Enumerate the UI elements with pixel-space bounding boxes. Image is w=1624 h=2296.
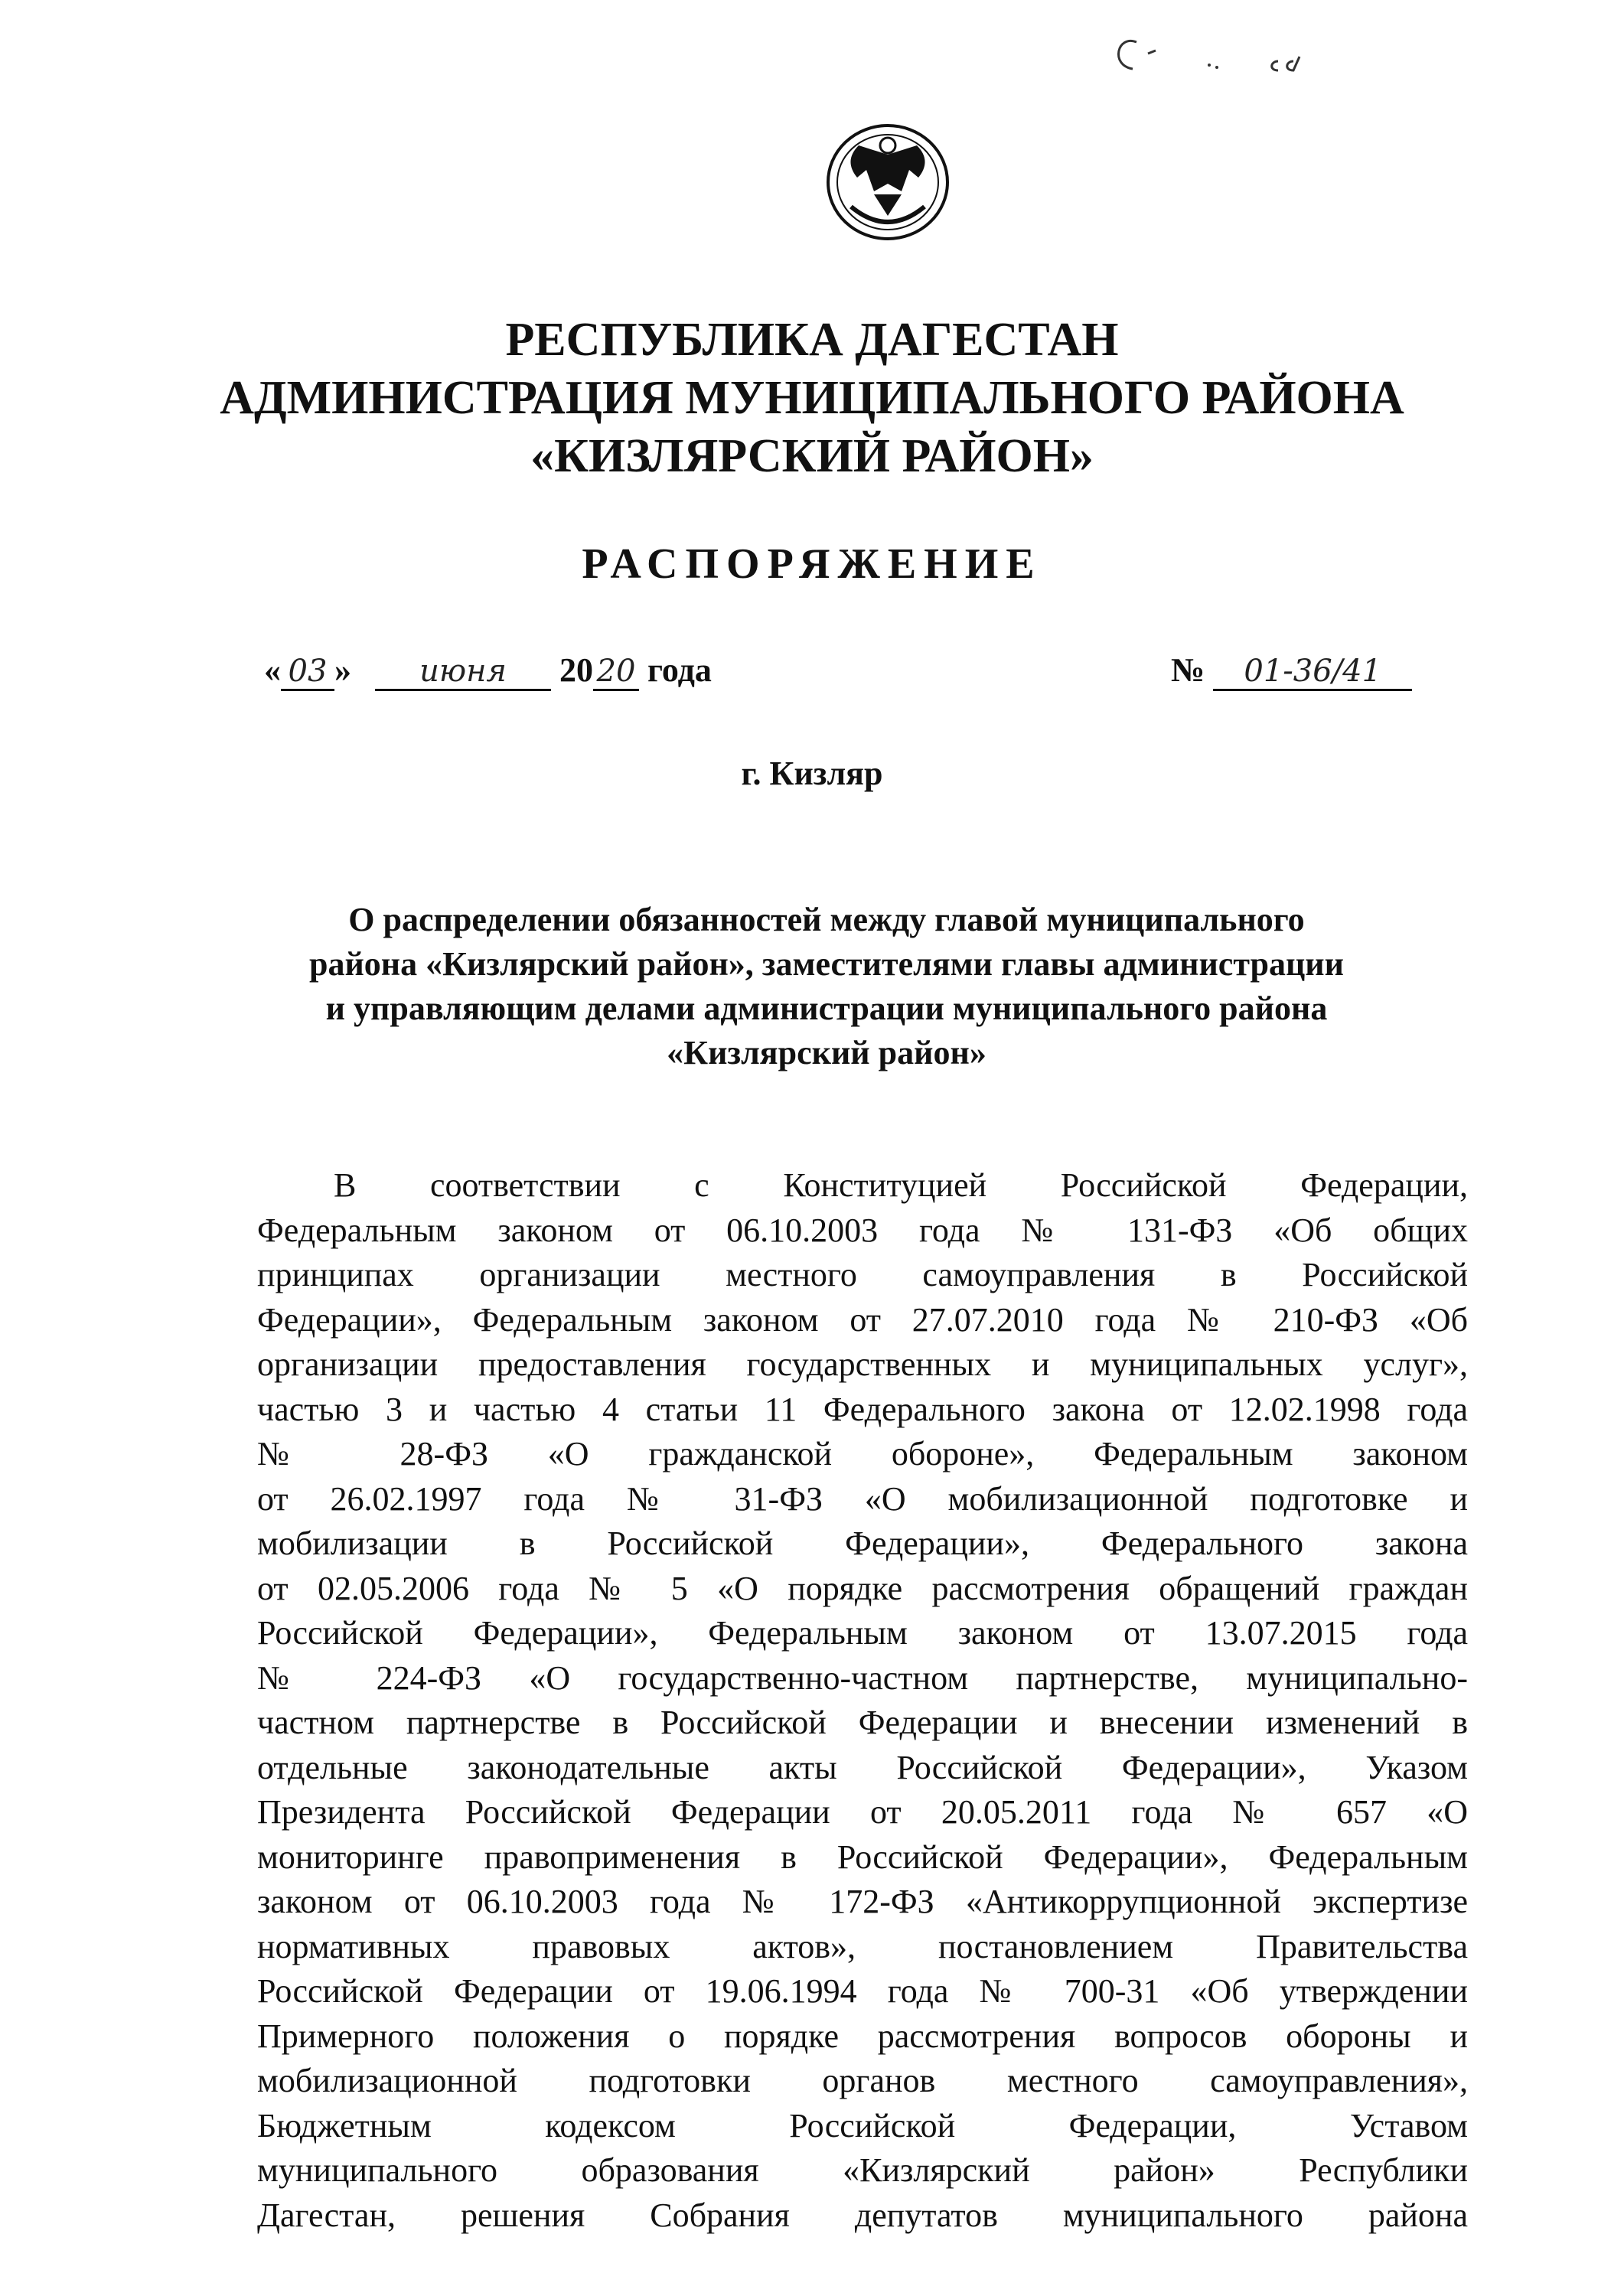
body-line: мониторинге правоприменения в Российской Федерации», Федеральным [257,1838,1468,1876]
document-type-title: РАСПОРЯЖЕНИЕ [582,540,1042,588]
body-line: Российской Федерации», Федеральным законом от 13.07.2015 года [257,1614,1468,1652]
document-subject [230,898,1423,1075]
subject-line: района «Кизлярский район», заместителями главы администрации [308,945,1345,983]
body-line: организации предоставления государственных и муниципальных услуг», [257,1345,1468,1383]
header-republic: РЕСПУБЛИКА ДАГЕСТАН [505,314,1119,366]
body-line: частью 3 и частью 4 статьи 11 Федерального закона от 12.02.1998 года [257,1390,1468,1428]
body-line: № 28-ФЗ «О гражданской обороне», Федеральным законом [257,1435,1468,1473]
date-year-suffix: 20 [593,654,639,691]
number-label: № [1171,651,1205,689]
date-close-quote: » [334,651,351,689]
body-line: мобилизационной подготовки органов местного самоуправления», [257,2062,1468,2099]
body-line: Примерного положения о порядке рассмотрения вопросов обороны и [257,2017,1468,2055]
date-line [264,651,712,691]
body-line: муниципального образования «Кизлярский район» Республики [257,2151,1468,2189]
subject-line: О распределении обязанностей между главой муниципального [348,901,1305,938]
date-year-word: года [647,651,712,689]
body-line: № 224-ФЗ «О государственно-частном партнерстве, муниципально- [257,1658,1468,1697]
body-line: отдельные законодательные акты Российской Федерации», Указом [257,1748,1468,1786]
document-number [1171,651,1412,691]
body-line: частном партнерстве в Российской Федерации и внесении изменений в [257,1704,1468,1741]
header-administration: АДМИНИСТРАЦИЯ МУНИЦИПАЛЬНОГО РАЙОНА [220,372,1404,424]
body-line: нормативных правовых актов», постановлением Правительства [257,1927,1468,1965]
body-line: принципах организации местного самоуправления в Российской [257,1256,1468,1293]
coat-of-arms-emblem [813,115,963,245]
body-line: Федеральным законом от 06.10.2003 года № 131-ФЗ «Об общих [257,1211,1468,1249]
body-line: В соответствии с Конституцией Российской Федерации, [334,1166,1468,1204]
body-line: Российской Федерации от 19.06.1994 года № 700-31 «Об утверждении [257,1972,1468,2010]
document-body [257,1163,1468,2238]
city-name: г. Кизляр [741,755,883,792]
number-value: 01-36/41 [1213,654,1412,691]
date-year-prefix: 20 [559,651,593,689]
body-line: Федерации», Федеральным законом от 27.07.2010 года № 210-ФЗ «Об [257,1300,1468,1339]
date-day: 03 [281,654,334,691]
dagestan-coat-of-arms-icon [813,115,963,245]
body-line: мобилизации в Российской Федерации», Федерального закона [257,1525,1468,1562]
handwritten-scribble [1102,31,1332,92]
body-line: от 02.05.2006 года № 5 «О порядке рассмотрения обращений граждан [257,1569,1468,1607]
date-open-quote: « [264,651,281,689]
body-line: Президента Российской Федерации от 20.05.2011 года № 657 «О [257,1793,1468,1831]
body-line: Бюджетным кодексом Российской Федерации, Уставом [257,2106,1468,2144]
subject-line: «Кизлярский район» [667,1034,986,1071]
date-month: июня [375,654,551,691]
body-line: законом от 06.10.2003 года № 172-ФЗ «Антикоррупционной экспертизе [257,1883,1468,1920]
subject-line: и управляющим делами администрации муниципального района [325,990,1328,1027]
header-district: «КИЗЛЯРСКИЙ РАЙОН» [530,430,1094,482]
body-line: Дагестан, решения Собрания депутатов муниципального района [257,2196,1468,2234]
body-line: от 26.02.1997 года № 31-ФЗ «О мобилизационной подготовке и [257,1479,1468,1518]
